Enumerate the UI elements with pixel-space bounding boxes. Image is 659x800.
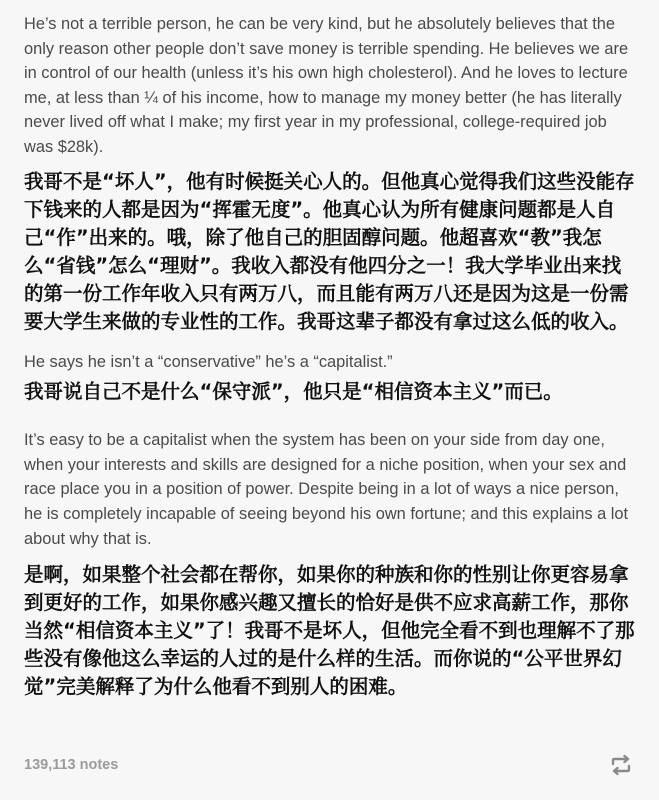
post-body xyxy=(24,12,639,701)
reblog-icon[interactable] xyxy=(609,754,633,776)
post-paragraph-en-2: He says he isn’t a “conservative” he’s a “capitalist.” xyxy=(24,352,393,371)
post-paragraph-zh-3: 是啊，如果整个社会都在帮你，如果你的种族和你的性别让你更容易拿到更好的工作，如果你感兴趣又擅长的恰好是供不应求高薪工作，那你当然“相信资本主义”了！我哥不是坏人，但他完全看不到也理解不了那些没有像他这么幸运的人过的是什么样的生活。而你说的“公平世界幻觉”完美解释了为什么他看不到别人的困难。 xyxy=(24,563,635,699)
post-paragraph-en-1: He’s not a terrible person, he can be very kind, but he absolutely believes that the only reason other people don’t save money is terrible spending. He believes we are in control of our health (unless it’s his own high cholesterol). And he loves to lecture me, at less than ¼ of his income, how to manage my money better (he has literally never lived off what I make; my first year in my professional, college-required job was $28k). xyxy=(24,15,629,156)
post-footer xyxy=(24,752,633,778)
post-paragraph-en-3: It’s easy to be a capitalist when the system has been on your side from day one, when your interests and skills are designed for a niche position, when your sex and race place you in a position of power. Despite being in a lot of ways a nice person, he is completely incapable of seeing beyond his own fortune; and this explains a lot about why that is. xyxy=(24,431,629,548)
post-paragraph-zh-2: 我哥说自己不是什么“保守派”，他只是“相信资本主义”而已。 xyxy=(24,380,563,404)
notes-count[interactable]: 139,113 notes xyxy=(24,757,119,773)
post-paragraph-zh-1: 我哥不是“坏人”，他有时候挺关心人的。但他真心觉得我们这些没能存下钱来的人都是因为“挥霍无度”。他真心认为所有健康问题都是人自己“作”出来的。哦，除了他自己的胆固醇问题。他超喜欢“教”我怎么“省钱”怎么“理财”。我收入都没有他四分之一！我大学毕业出来找的第一份工作年收入只有两万八，而且能有两万八还是因为这是一份需要大学生来做的专业性的工作。我哥这辈子都没有拿过这么低的收入。 xyxy=(24,169,635,333)
